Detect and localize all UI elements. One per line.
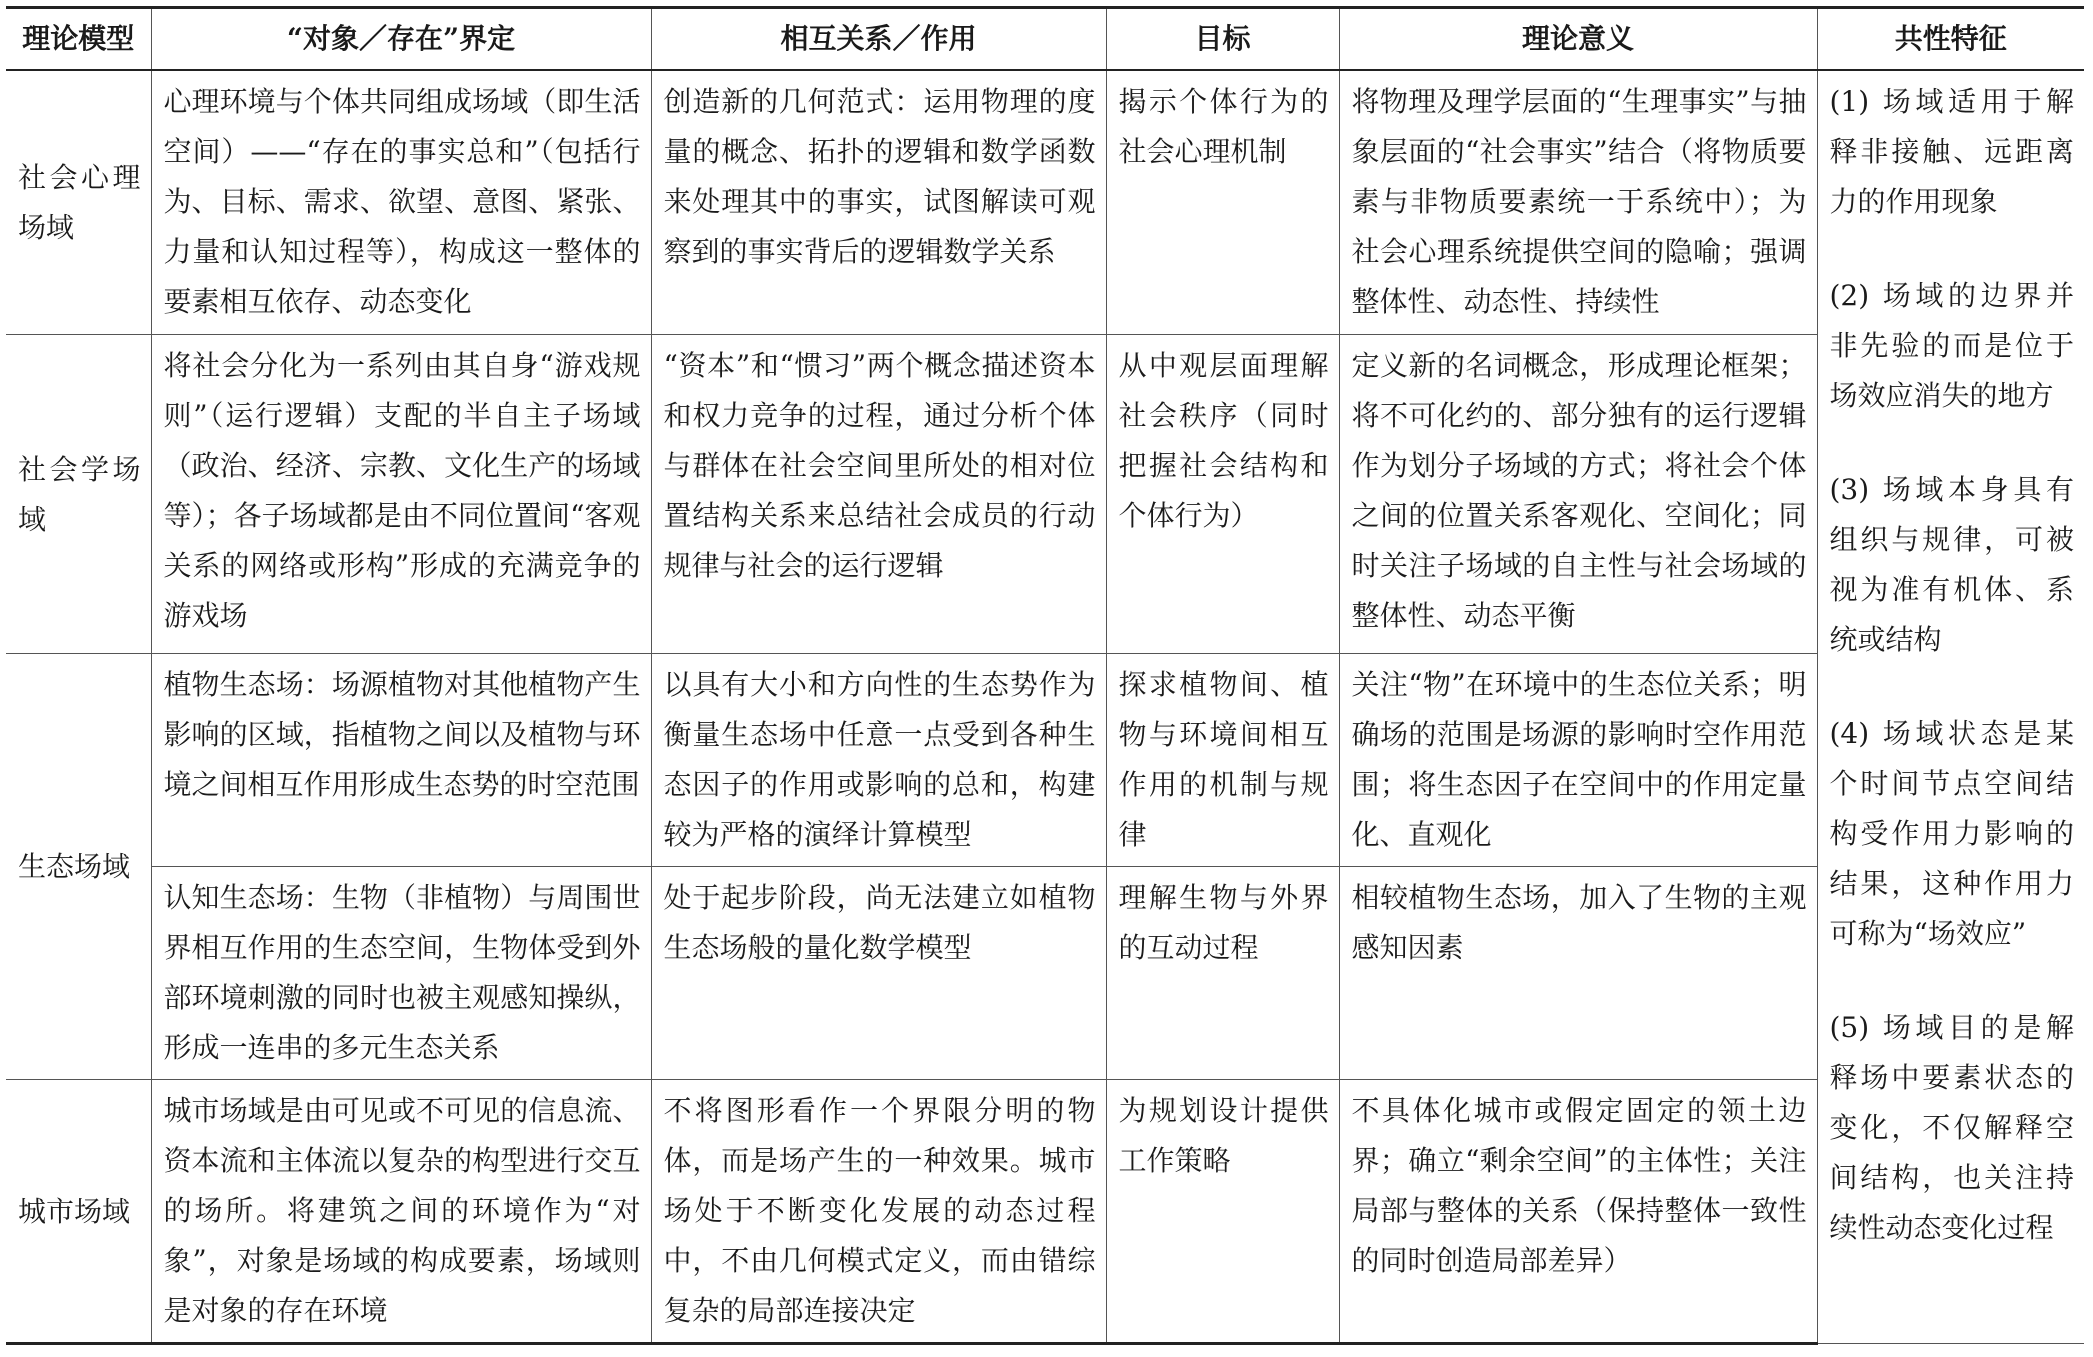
model-cell: 生态场域 (6, 653, 151, 1079)
significance-cell: 不具体化城市或假定固定的领土边界；确立“剩余空间”的主体性；关注局部与整体的关系（保持整体一致性的同时创造局部差异） (1339, 1079, 1817, 1343)
header-definition: “对象／存在”界定 (151, 8, 651, 71)
header-relation: 相互关系／作用 (651, 8, 1106, 71)
common-feature-item: (4) 场域状态是某个时间节点空间结构受作用力影响的结果，这种作用力可称为“场效应” (1829, 717, 2074, 950)
header-common: 共性特征 (1817, 8, 2084, 71)
significance-cell: 关注“物”在环境中的生态位关系；明确场的范围是场源的影响时空作用范围；将生态因子在空间中的作用定量化、直观化 (1339, 653, 1817, 866)
relation-cell: 创造新的几何范式：运用物理的度量的概念、拓扑的逻辑和数学函数来处理其中的事实，试图解读可观察到的事实背后的逻辑数学关系 (651, 70, 1106, 334)
definition-cell: 心理环境与个体共同组成场域（即生活空间）——“存在的事实总和”（包括行为、目标、需求、欲望、意图、紧张、力量和认知过程等），构成这一整体的要素相互依存、动态变化 (151, 70, 651, 334)
significance-cell: 相较植物生态场，加入了生物的主观感知因素 (1339, 866, 1817, 1079)
table-row (6, 334, 2084, 653)
model-cell: 社会学场域 (6, 334, 151, 653)
relation-cell: “资本”和“惯习”两个概念描述资本和权力竞争的过程，通过分析个体与群体在社会空间里所处的相对位置结构关系来总结社会成员的行动规律与社会的运行逻辑 (651, 334, 1106, 653)
header-model: 理论模型 (6, 8, 151, 71)
table-row (6, 1079, 2084, 1343)
model-cell: 社会心理场域 (6, 70, 151, 334)
definition-cell: 城市场域是由可见或不可见的信息流、资本流和主体流以复杂的构型进行交互的场所。将建筑之间的环境作为“对象”，对象是场域的构成要素，场域则是对象的存在环境 (151, 1079, 651, 1343)
significance-cell: 将物理及理学层面的“生理事实”与抽象层面的“社会事实”结合（将物质要素与非物质要素统一于系统中）；为社会心理系统提供空间的隐喻；强调整体性、动态性、持续性 (1339, 70, 1817, 334)
table-row (6, 866, 2084, 1079)
relation-cell: 不将图形看作一个界限分明的物体，而是场产生的一种效果。城市场处于不断变化发展的动态过程中，不由几何模式定义，而由错综复杂的局部连接决定 (651, 1079, 1106, 1343)
header-goal: 目标 (1106, 8, 1339, 71)
model-cell: 城市场域 (6, 1079, 151, 1343)
relation-cell: 处于起步阶段，尚无法建立如植物生态场般的量化数学模型 (651, 866, 1106, 1079)
common-feature-item: (2) 场域的边界并非先验的而是位于场效应消失的地方 (1829, 279, 2074, 412)
significance-cell: 定义新的名词概念，形成理论框架；将不可化约的、部分独有的运行逻辑作为划分子场域的方式；将社会个体之间的位置关系客观化、空间化；同时关注子场域的自主性与社会场域的整体性、动态平衡 (1339, 334, 1817, 653)
goal-cell: 从中观层面理解社会秩序（同时把握社会结构和个体行为） (1106, 334, 1339, 653)
theory-comparison-table (6, 6, 2084, 1345)
definition-cell: 将社会分化为一系列由其自身“游戏规则”（运行逻辑）支配的半自主子场域（政治、经济、宗教、文化生产的场域等）；各子场域都是由不同位置间“客观关系的网络或形构”形成的充满竞争的游戏场 (151, 334, 651, 653)
common-feature-item: (1) 场域适用于解释非接触、远距离力的作用现象 (1829, 85, 2074, 218)
relation-cell: 以具有大小和方向性的生态势作为衡量生态场中任意一点受到各种生态因子的作用或影响的总和，构建较为严格的演绎计算模型 (651, 653, 1106, 866)
header-row (6, 8, 2084, 71)
definition-cell: 认知生态场：生物（非植物）与周围世界相互作用的生态空间，生物体受到外部环境刺激的同时也被主观感知操纵，形成一连串的多元生态关系 (151, 866, 651, 1079)
table-row (6, 70, 2084, 334)
header-significance: 理论意义 (1339, 8, 1817, 71)
table-row (6, 653, 2084, 866)
common-feature-item: (5) 场域目的是解释场中要素状态的变化，不仅解释空间结构，也关注持续性动态变化过程 (1829, 1011, 2074, 1244)
goal-cell: 为规划设计提供工作策略 (1106, 1079, 1339, 1343)
definition-cell: 植物生态场：场源植物对其他植物产生影响的区域，指植物之间以及植物与环境之间相互作用形成生态势的时空范围 (151, 653, 651, 866)
goal-cell: 理解生物与外界的互动过程 (1106, 866, 1339, 1079)
goal-cell: 探求植物间、植物与环境间相互作用的机制与规律 (1106, 653, 1339, 866)
goal-cell: 揭示个体行为的社会心理机制 (1106, 70, 1339, 334)
common-features-cell (1817, 70, 2084, 1343)
common-feature-item: (3) 场域本身具有组织与规律，可被视为准有机体、系统或结构 (1829, 473, 2074, 656)
